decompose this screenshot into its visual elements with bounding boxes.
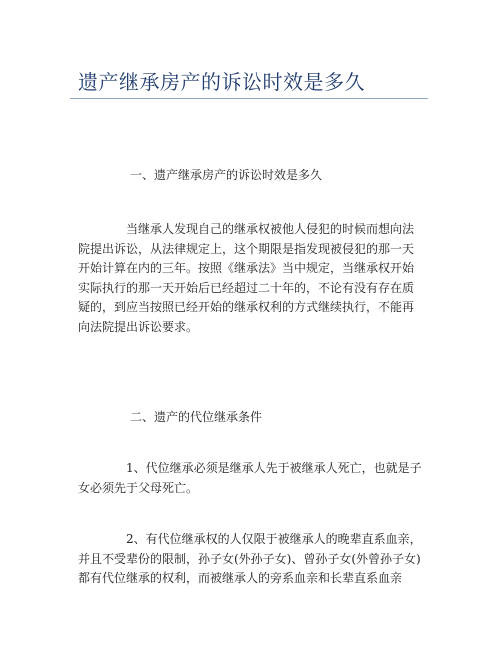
section-heading-1: 一、遗产继承房产的诉讼时效是多久 [130, 168, 323, 182]
section-paragraph-1: 当继承人发现自己的继承权被他人侵犯的时候而想向法院提出诉讼，从法律规定上，这个期限是指发现被侵犯的那一天开始计算在内的三年。按照《继承法》当中规定，当继承权开始实际执行的那一天开始后已经超过二十年的，不论有没有存在质疑的，到应当按照已经开始的继承权利的方式继续执行，不能再向法院提出诉讼要求。 [78, 222, 415, 334]
list-item-1: 1、代位继承必须是继承人先于被继承人死亡，也就是子女必须先于父母死亡。 [78, 461, 422, 495]
title-divider [70, 98, 428, 99]
document-title: 遗产继承房产的诉讼时效是多久 [78, 70, 365, 94]
section-heading-2: 二、遗产的代位继承条件 [130, 410, 263, 424]
list-item-2: 2、有代位继承权的人仅限于被继承人的晚辈直系血亲，并且不受辈份的限制，孙子女(外孙子女)、曾孙子女(外曾孙子女)都有代位继承的权利，而被继承人的旁系血亲和长辈直系血亲 [78, 532, 422, 585]
